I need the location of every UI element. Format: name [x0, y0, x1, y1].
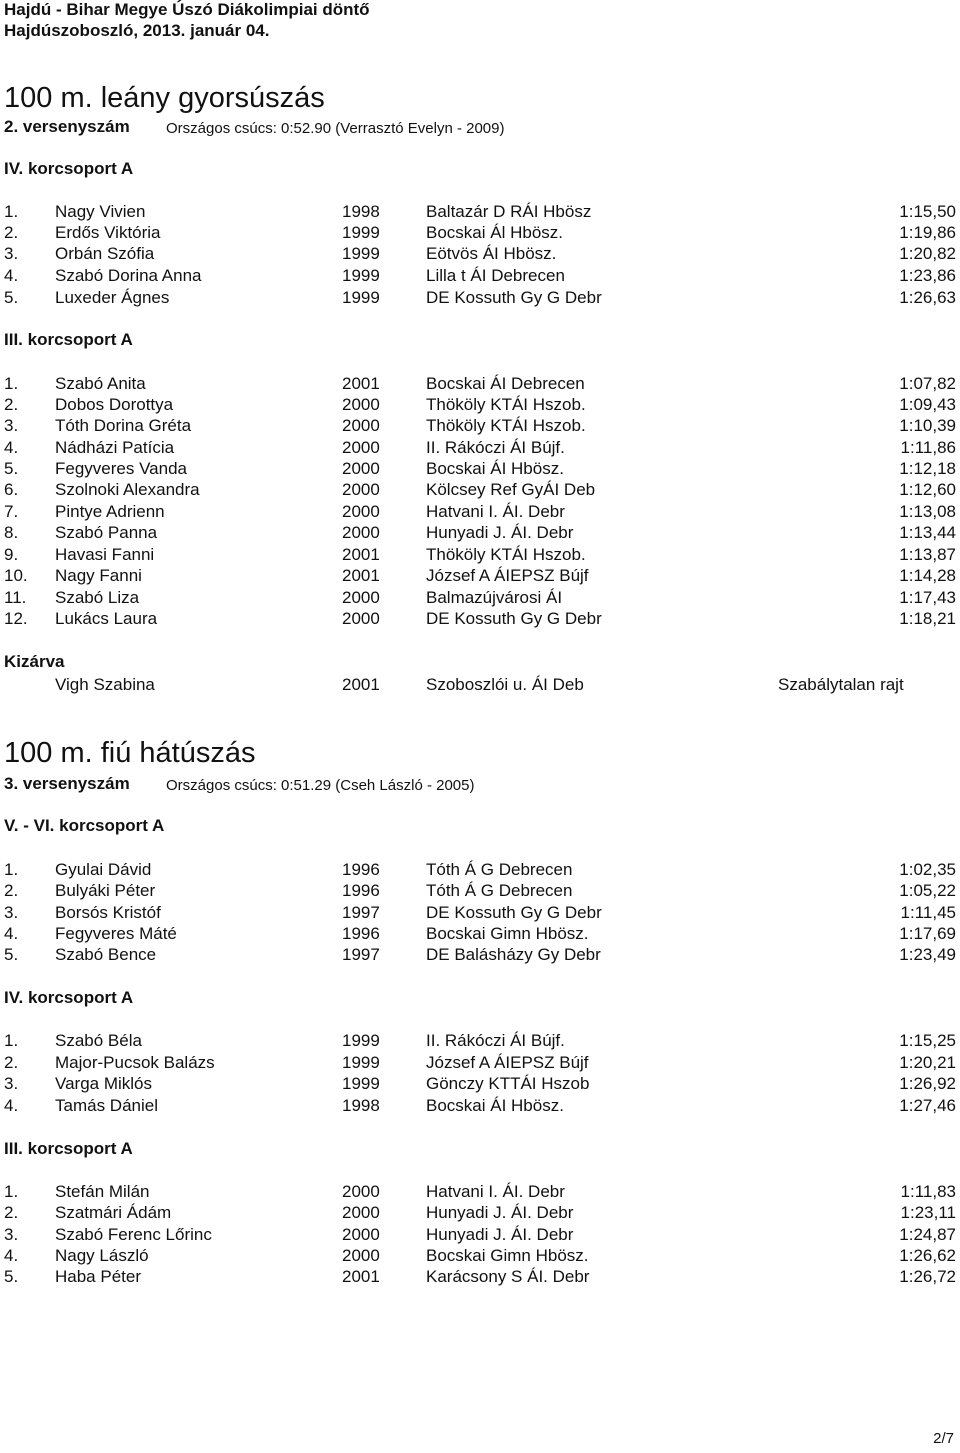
- rank: 4.: [4, 1246, 19, 1265]
- result-time: 1:12,60: [899, 480, 956, 499]
- club: Bocskai Ál Hbösz.: [426, 223, 563, 242]
- club: Hunyadi J. ÁI. Debr: [426, 523, 574, 542]
- club: Bocskai Gimn Hbösz.: [426, 1246, 589, 1265]
- result-row: [0, 202, 960, 223]
- rank: 3.: [4, 244, 19, 263]
- result-row: [0, 1096, 960, 1117]
- result-row: [0, 1182, 960, 1203]
- rank: 10.: [4, 566, 28, 585]
- event-number-label: 2. versenyszám: [4, 117, 130, 136]
- birth-year: 1999: [342, 1053, 380, 1072]
- club: Hatvani I. ÁI. Debr: [426, 502, 565, 521]
- result-time: 1:23,86: [899, 266, 956, 285]
- result-row: [0, 374, 960, 395]
- club: DE Balásházy Gy Debr: [426, 945, 601, 964]
- swimmer-name: Erdős Viktória: [55, 223, 161, 242]
- club: Balmazújvárosi ÁI: [426, 588, 563, 607]
- swimmer-name: Szabó Liza: [55, 588, 140, 607]
- swimmer-name: Havasi Fanni: [55, 545, 155, 564]
- rank: 7.: [4, 502, 19, 521]
- rank: 4.: [4, 438, 19, 457]
- rank: 5.: [4, 459, 19, 478]
- rank: 4.: [4, 1096, 19, 1115]
- swimmer-name: Orbán Szófia: [55, 244, 155, 263]
- result-row: [0, 609, 960, 630]
- birth-year: 1999: [342, 244, 380, 263]
- event-number: [4, 117, 505, 137]
- result-row: [0, 881, 960, 902]
- result-row: [0, 1267, 960, 1288]
- rank: 3.: [4, 416, 19, 435]
- birth-year: 2000: [342, 523, 380, 542]
- club: Thököly KTÁI Hszob.: [426, 545, 586, 564]
- swimmer-name: Varga Miklós: [55, 1074, 152, 1093]
- rank: 5.: [4, 1267, 19, 1286]
- result-row: [0, 1246, 960, 1267]
- document-header-subtitle: Hajdúszoboszló, 2013. január 04.: [4, 21, 270, 40]
- rank: 4.: [4, 266, 19, 285]
- birth-year: 2000: [342, 588, 380, 607]
- result-time: 1:26,72: [899, 1267, 956, 1286]
- result-time: 1:15,25: [899, 1031, 956, 1050]
- age-group-heading: V. - VI. korcsoport A: [4, 816, 165, 835]
- result-time: 1:23,11: [900, 1203, 956, 1222]
- birth-year: 2000: [342, 502, 380, 521]
- result-time: 1:17,69: [899, 924, 956, 943]
- club: Kölcsey Ref GyÁI Deb: [426, 480, 596, 499]
- swimmer-name: Pintye Adrienn: [55, 502, 165, 521]
- result-row: [0, 438, 960, 459]
- birth-year: 2000: [342, 1225, 380, 1244]
- result-time: 1:07,82: [899, 374, 956, 393]
- swimmer-name: Szolnoki Alexandra: [55, 480, 200, 499]
- birth-year: 1996: [342, 924, 380, 943]
- rank: 2.: [4, 223, 19, 242]
- birth-year: 1997: [342, 945, 380, 964]
- birth-year: 1999: [342, 288, 380, 307]
- rank: 3.: [4, 903, 19, 922]
- result-time: 1:17,43: [899, 588, 956, 607]
- club: DE Kossuth Gy G Debr: [426, 609, 602, 628]
- result-row: [0, 288, 960, 309]
- event-number: [4, 774, 475, 794]
- birth-year: 2000: [342, 1246, 380, 1265]
- result-row: [0, 860, 960, 881]
- club: II. Rákóczi ÁI Bújf.: [426, 438, 565, 457]
- swimmer-name: Nádházi Patícia: [55, 438, 175, 457]
- rank: 2.: [4, 395, 19, 414]
- result-time: 1:24,87: [899, 1225, 956, 1244]
- result-row: [0, 1225, 960, 1246]
- event-number-label: 3. versenyszám: [4, 774, 130, 793]
- result-row: [0, 588, 960, 609]
- age-group-heading: IV. korcsoport A: [4, 988, 134, 1007]
- swimmer-name: Szabó Panna: [55, 523, 158, 542]
- result-row: [0, 244, 960, 265]
- result-row: [0, 266, 960, 287]
- club: II. Rákóczi ÁI Bújf.: [426, 1031, 565, 1050]
- rank: 12.: [4, 609, 28, 628]
- swimmer-name: Szabó Béla: [55, 1031, 142, 1050]
- birth-year: 1997: [342, 903, 380, 922]
- birth-year: 2000: [342, 1182, 380, 1201]
- result-time: 1:19,86: [899, 223, 956, 242]
- result-row: [0, 945, 960, 966]
- swimmer-name: Dobos Dorottya: [55, 395, 174, 414]
- swimmer-name: Bulyáki Péter: [55, 881, 156, 900]
- club: Bocskai ÁI Debrecen: [426, 374, 585, 393]
- birth-year: 2000: [342, 459, 380, 478]
- swimmer-name: Szabó Anita: [55, 374, 146, 393]
- club: József A ÁIEPSZ Bújf: [426, 566, 589, 585]
- result-time: 1:23,49: [899, 945, 956, 964]
- result-row: [0, 459, 960, 480]
- result-row: [0, 924, 960, 945]
- club: Eötvös ÁI Hbösz.: [426, 244, 557, 263]
- birth-year: 2001: [342, 545, 380, 564]
- result-time: 1:09,43: [899, 395, 956, 414]
- rank: 6.: [4, 480, 19, 499]
- rank: 2.: [4, 1203, 19, 1222]
- result-row: [0, 903, 960, 924]
- swimmer-name: Nagy László: [55, 1246, 149, 1265]
- national-record: Országos csúcs: 0:52.90 (Verrasztó Evelyn - 2009): [166, 120, 505, 137]
- club: DE Kossuth Gy G Debr: [426, 288, 602, 307]
- birth-year: 2000: [342, 609, 380, 628]
- event-title: 100 m. fiú hátúszás: [4, 737, 256, 769]
- result-row: [0, 566, 960, 587]
- rank: 3.: [4, 1225, 19, 1244]
- result-row: [0, 523, 960, 544]
- birth-year: 2000: [342, 438, 380, 457]
- result-row: [0, 1203, 960, 1224]
- club: Gönczy KTTÁI Hszob: [426, 1074, 590, 1093]
- birth-year: 2001: [342, 1267, 380, 1286]
- disqualified-row: [0, 675, 960, 696]
- swimmer-name: Lukács Laura: [55, 609, 158, 628]
- club: DE Kossuth Gy G Debr: [426, 903, 602, 922]
- rank: 1.: [4, 202, 19, 221]
- age-group-heading: III. korcsoport A: [4, 330, 133, 349]
- birth-year: 1999: [342, 223, 380, 242]
- birth-year: 1998: [342, 202, 380, 221]
- result-time: 1:14,28: [899, 566, 956, 585]
- result-time: 1:13,44: [899, 523, 956, 542]
- rank: 3.: [4, 1074, 19, 1093]
- swimmer-name: Fegyveres Vanda: [55, 459, 187, 478]
- club: Thököly KTÁI Hszob.: [426, 395, 586, 414]
- swimmer-name: Major-Pucsok Balázs: [55, 1053, 215, 1072]
- rank: 1.: [4, 860, 19, 879]
- result-time: 1:12,18: [899, 459, 956, 478]
- birth-year: 1999: [342, 266, 380, 285]
- club: Tóth Á G Debrecen: [426, 860, 573, 879]
- club: Lilla t ÁI Debrecen: [426, 266, 565, 285]
- result-row: [0, 1053, 960, 1074]
- swimmer-name: Borsós Kristóf: [55, 903, 161, 922]
- result-time: 1:18,21: [899, 609, 956, 628]
- club: Hatvani I. ÁI. Debr: [426, 1182, 565, 1201]
- club: Bocskai Gimn Hbösz.: [426, 924, 589, 943]
- birth-year: 1999: [342, 1031, 380, 1050]
- result-time: 1:20,21: [899, 1053, 956, 1072]
- rank: 2.: [4, 1053, 19, 1072]
- swimmer-name: Nagy Vivien: [55, 202, 146, 221]
- result-row: [0, 1031, 960, 1052]
- age-group-heading: III. korcsoport A: [4, 1139, 133, 1158]
- club: Tóth Á G Debrecen: [426, 881, 573, 900]
- rank: 4.: [4, 924, 19, 943]
- result-time: 1:20,82: [899, 244, 956, 263]
- result-time: 1:26,92: [899, 1074, 956, 1093]
- rank: 5.: [4, 945, 19, 964]
- birth-year: 2000: [342, 416, 380, 435]
- result-row: [0, 480, 960, 501]
- birth-year: 1999: [342, 1074, 380, 1093]
- swimmer-name: Szatmári Ádám: [55, 1203, 172, 1222]
- result-time: 1:10,39: [899, 416, 956, 435]
- result-row: [0, 223, 960, 244]
- birth-year: 1996: [342, 881, 380, 900]
- age-group-heading: IV. korcsoport A: [4, 159, 134, 178]
- result-time: 1:11,45: [900, 903, 956, 922]
- club: Hunyadi J. ÁI. Debr: [426, 1225, 574, 1244]
- club: Karácsony S ÁI. Debr: [426, 1267, 590, 1286]
- result-time: 1:26,63: [899, 288, 956, 307]
- result-row: [0, 545, 960, 566]
- club: Hunyadi J. ÁI. Debr: [426, 1203, 574, 1222]
- birth-year: 2001: [342, 374, 380, 393]
- document-header-title: Hajdú - Bihar Megye Úszó Diákolimpiai döntő: [4, 0, 370, 19]
- club: Baltazár D RÁI Hbösz: [426, 202, 592, 221]
- rank: 2.: [4, 881, 19, 900]
- swimmer-name: Nagy Fanni: [55, 566, 142, 585]
- rank: 11.: [4, 588, 27, 607]
- result-time: 1:05,22: [899, 881, 956, 900]
- result-time: 1:13,87: [899, 545, 956, 564]
- club: Bocskai ÁI Hbösz.: [426, 1096, 564, 1115]
- event-title: 100 m. leány gyorsúszás: [4, 82, 325, 114]
- result-time: 1:26,62: [899, 1246, 956, 1265]
- birth-year: 1996: [342, 860, 380, 879]
- swimmer-name: Tóth Dorina Gréta: [55, 416, 192, 435]
- swimmer-name: Vigh Szabina: [55, 675, 155, 694]
- swimmer-name: Luxeder Ágnes: [55, 288, 170, 307]
- result-time: 1:02,35: [899, 860, 956, 879]
- result-time: 1:13,08: [899, 502, 956, 521]
- page-number: 2/7: [933, 1430, 954, 1447]
- swimmer-name: Fegyveres Máté: [55, 924, 177, 943]
- birth-year: 2001: [342, 675, 380, 694]
- rank: 1.: [4, 374, 19, 393]
- disqualified-heading: Kizárva: [4, 652, 65, 671]
- birth-year: 1998: [342, 1096, 380, 1115]
- club: Thököly KTÁI Hszob.: [426, 416, 586, 435]
- rank: 5.: [4, 288, 19, 307]
- swimmer-name: Szabó Ferenc Lőrinc: [55, 1225, 212, 1244]
- swimmer-name: Szabó Bence: [55, 945, 157, 964]
- result-row: [0, 416, 960, 437]
- result-time: 1:11,86: [900, 438, 956, 457]
- swimmer-name: Stefán Milán: [55, 1182, 150, 1201]
- birth-year: 2000: [342, 1203, 380, 1222]
- club: Szoboszlói u. ÁI Deb: [426, 675, 584, 694]
- birth-year: 2001: [342, 566, 380, 585]
- rank: 1.: [4, 1182, 19, 1201]
- club: Bocskai ÁI Hbösz.: [426, 459, 564, 478]
- birth-year: 2000: [342, 480, 380, 499]
- result-time: 1:15,50: [899, 202, 956, 221]
- swimmer-name: Gyulai Dávid: [55, 860, 152, 879]
- result-row: [0, 1074, 960, 1095]
- result-time: 1:11,83: [900, 1182, 956, 1201]
- swimmer-name: Haba Péter: [55, 1267, 141, 1286]
- birth-year: 2000: [342, 395, 380, 414]
- disqualification-reason: Szabálytalan rajt: [778, 675, 904, 694]
- result-time: 1:27,46: [899, 1096, 956, 1115]
- club: József A ÁIEPSZ Bújf: [426, 1053, 589, 1072]
- result-row: [0, 395, 960, 416]
- rank: 9.: [4, 545, 19, 564]
- rank: 8.: [4, 523, 19, 542]
- swimmer-name: Szabó Dorina Anna: [55, 266, 202, 285]
- result-row: [0, 502, 960, 523]
- national-record: Országos csúcs: 0:51.29 (Cseh László - 2005): [166, 777, 475, 794]
- rank: 1.: [4, 1031, 19, 1050]
- swimmer-name: Tamás Dániel: [55, 1096, 158, 1115]
